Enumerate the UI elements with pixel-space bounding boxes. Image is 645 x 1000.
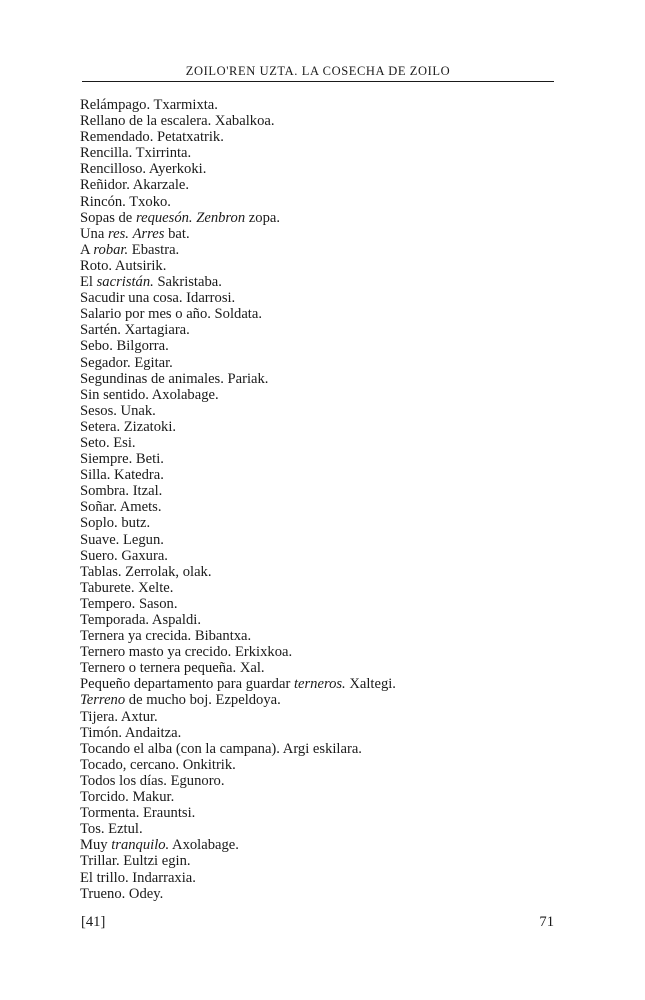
glossary-entry — [80, 757, 560, 773]
entry-text: Soplo. butz. — [80, 515, 151, 532]
entry-text: Una — [80, 225, 108, 242]
glossary-entry — [80, 290, 560, 306]
entry-text: Roto. Autsirik. — [80, 257, 167, 274]
glossary-entry — [80, 709, 560, 725]
entry-text: Sopas de — [80, 209, 136, 226]
glossary-entry — [80, 355, 560, 371]
entry-text: Reñidor. Akarzale. — [80, 177, 190, 194]
entry-text: Timón. Andaitza. — [80, 724, 182, 741]
entry-text: Tocado, cercano. Onkitrik. — [80, 756, 236, 773]
glossary-entry — [80, 725, 560, 741]
italic-term: Arres — [132, 225, 165, 242]
glossary-entry — [80, 451, 560, 467]
glossary-entry — [80, 403, 560, 419]
entry-text: Suero. Gaxura. — [80, 547, 168, 564]
entry-text: Temporada. Aspaldi. — [80, 612, 201, 628]
glossary-entry — [80, 161, 560, 177]
glossary-entry — [80, 226, 560, 242]
glossary-entry — [80, 692, 560, 708]
entry-text: Segador. Egitar. — [80, 354, 173, 371]
glossary-entry — [80, 258, 560, 274]
entry-text: bat. — [164, 225, 190, 242]
italic-term: robar. — [93, 241, 129, 258]
entry-text: Tablas. Zerrolak, olak. — [80, 563, 212, 580]
glossary-entry — [80, 322, 560, 338]
entry-text: Setera. Zizatoki. — [80, 418, 177, 435]
glossary-entry — [80, 837, 560, 853]
glossary-entry — [80, 580, 560, 596]
entry-text: Trueno. Odey. — [80, 885, 164, 902]
entry-text: Rincón. Txoko. — [80, 193, 171, 210]
glossary-entry — [80, 483, 560, 499]
page-number: 71 — [539, 914, 554, 930]
italic-term: terneros. — [293, 676, 346, 693]
glossary-entry — [80, 274, 560, 290]
entry-text: Sacudir una cosa. Idarrosi. — [80, 290, 236, 307]
glossary-entry — [80, 435, 560, 451]
entry-text: Sombra. Itzal. — [80, 483, 163, 500]
glossary-entry — [80, 306, 560, 322]
entry-text: Rellano de la escalera. Xabalkoa. — [80, 113, 275, 130]
italic-term: Terreno — [80, 692, 126, 709]
entry-text: Ternero o ternera pequeña. Xal. — [80, 660, 265, 677]
entry-text: Segundinas de animales. Pariak. — [80, 370, 269, 387]
glossary-entry — [80, 805, 560, 821]
entry-text: Ternera ya crecida. Bibantxa. — [80, 628, 252, 645]
entry-text: Suave. Legun. — [80, 531, 164, 548]
entry-text: Tormenta. Erauntsi. — [80, 805, 196, 822]
entry-text: Ternero masto ya crecido. Erkixkoa. — [80, 644, 293, 661]
glossary-entry — [80, 628, 560, 644]
glossary-entry — [80, 371, 560, 387]
glossary-entry — [80, 419, 560, 435]
entry-text: Relámpago. Txarmixta. — [80, 97, 218, 113]
entry-text: Tos. Eztul. — [80, 821, 143, 838]
running-head: ZOILO'REN UZTA. LA COSECHA DE ZOILO — [185, 64, 451, 78]
entry-text: Remendado. Petatxatrik. — [80, 129, 224, 146]
entry-text: Sakristaba. — [153, 274, 222, 291]
entry-text: Rencilla. Txirrinta. — [80, 145, 192, 162]
italic-term: sacristán. — [96, 274, 154, 291]
glossary-entry — [80, 564, 560, 580]
entry-text: Pequeño departamento para guardar — [80, 676, 294, 693]
entry-text: Silla. Katedra. — [80, 467, 164, 484]
entry-text: Torcido. Makur. — [80, 789, 175, 806]
entry-text: Soñar. Amets. — [80, 499, 162, 516]
entry-text: Muy — [80, 837, 112, 854]
glossary-entry — [80, 113, 560, 129]
glossary-entry — [80, 210, 560, 226]
entry-text: Tijera. Axtur. — [80, 708, 158, 725]
italic-term: res. — [107, 225, 129, 242]
glossary-entry — [80, 886, 560, 902]
entry-text: El trillo. Indarraxia. — [80, 869, 196, 886]
entry-text: Ebastra. — [128, 241, 180, 258]
glossary-entry — [80, 870, 560, 886]
entry-text: Seto. Esi. — [80, 434, 136, 451]
entry-text: Axolabage. — [169, 837, 239, 854]
entry-text: Xaltegi. — [345, 676, 396, 693]
glossary-entry — [80, 532, 560, 548]
glossary-entry — [80, 853, 560, 869]
glossary-entry — [80, 596, 560, 612]
glossary-entry — [80, 242, 560, 258]
italic-term: tranquilo. — [111, 837, 170, 854]
glossary-entry — [80, 145, 560, 161]
entry-text: Siempre. Beti. — [80, 451, 164, 468]
header-rule — [82, 81, 554, 82]
glossary-entry — [80, 789, 560, 805]
entry-text: Tempero. Sason. — [80, 595, 178, 612]
glossary-entry — [80, 338, 560, 354]
glossary-entry — [80, 515, 560, 531]
italic-term: Zenbron — [196, 209, 246, 226]
entry-text: Todos los días. Egunoro. — [80, 772, 225, 789]
glossary-entry — [80, 660, 560, 676]
glossary-entry — [80, 499, 560, 515]
glossary-entry — [80, 741, 560, 757]
entry-text: A — [80, 241, 94, 258]
section-number: [41] — [81, 914, 106, 930]
glossary-entry — [80, 548, 560, 564]
glossary-entry — [80, 773, 560, 789]
entry-text: Taburete. Xelte. — [80, 579, 174, 596]
entry-text: Rencilloso. Ayerkoki. — [80, 161, 207, 178]
entry-text: Tocando el alba (con la campana). Argi eskilara. — [80, 740, 362, 757]
italic-term: requesón. — [135, 209, 193, 226]
glossary-list — [80, 97, 560, 902]
glossary-entry — [80, 387, 560, 403]
entry-text: Sartén. Xartagiara. — [80, 322, 190, 339]
glossary-entry — [80, 129, 560, 145]
entry-text: El — [80, 274, 97, 291]
entry-text: Sebo. Bilgorra. — [80, 338, 169, 355]
glossary-entry — [80, 177, 560, 193]
entry-text: Salario por mes o año. Soldata. — [80, 306, 262, 323]
entry-text: zopa. — [245, 209, 280, 226]
glossary-entry — [80, 821, 560, 837]
entry-text: Sin sentido. Axolabage. — [80, 386, 219, 403]
glossary-entry — [80, 194, 560, 210]
glossary-entry — [80, 676, 560, 692]
entry-text: Sesos. Unak. — [80, 402, 156, 419]
glossary-entry — [80, 644, 560, 660]
entry-text: Trillar. Eultzi egin. — [80, 853, 191, 870]
glossary-entry — [80, 97, 560, 113]
glossary-entry — [80, 467, 560, 483]
glossary-entry — [80, 612, 560, 628]
entry-text: de mucho boj. Ezpeldoya. — [125, 692, 281, 709]
